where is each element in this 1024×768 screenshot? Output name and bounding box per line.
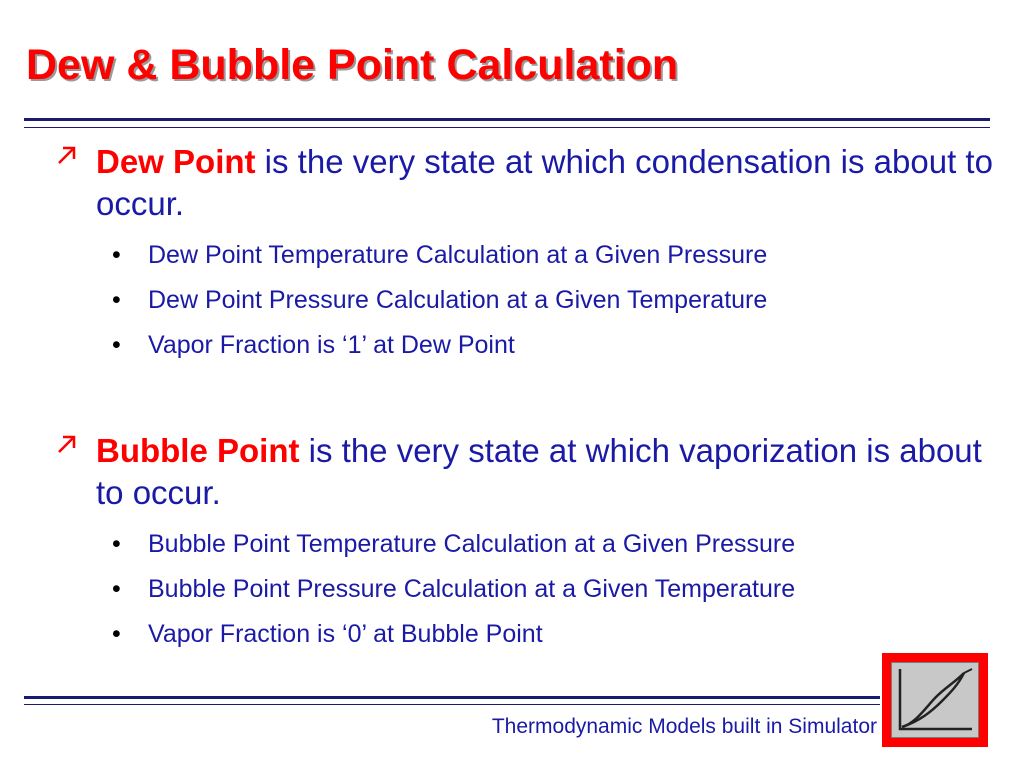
dew-point-definition [0, 141, 1000, 225]
bubble-point-section [0, 430, 1000, 657]
top-rule-thick [24, 118, 990, 121]
bubble-point-list [0, 522, 1000, 657]
bullet-dot-icon: • [112, 530, 121, 558]
bullet-dot-icon: • [112, 620, 121, 648]
page-title: Dew & Bubble Point Calculation [26, 41, 679, 89]
curve-graph-icon [892, 663, 978, 737]
bottom-rule-thin [24, 704, 880, 705]
bullet-dot-icon: • [112, 331, 121, 359]
arrow-up-right-icon [56, 433, 78, 455]
logo-panel [891, 662, 979, 738]
arrow-up-right-icon [56, 144, 78, 166]
list-item: • Dew Point Temperature Calculation at a Given Pressure [0, 233, 1000, 278]
list-item: • Bubble Point Temperature Calculation at a Given Pressure [0, 522, 1000, 567]
bullet-dot-icon: • [112, 241, 121, 269]
list-item: • Dew Point Pressure Calculation at a Given Temperature [0, 278, 1000, 323]
dew-point-section [0, 141, 1000, 368]
phase-curve-logo-icon [882, 653, 988, 747]
dew-point-text: is the very state at which condensation is about to occur. [96, 143, 993, 222]
bullet-dot-icon: • [112, 575, 121, 603]
bottom-rule-thick [24, 696, 880, 699]
dew-point-list [0, 233, 1000, 368]
dew-point-term: Dew Point [96, 143, 256, 180]
footer-text: Thermodynamic Models built in Simulator [491, 715, 877, 738]
top-rule-thin [24, 127, 990, 128]
bubble-point-definition [0, 430, 1000, 514]
bubble-point-text: is the very state at which vaporization is about to occur. [96, 432, 982, 511]
bubble-point-term: Bubble Point [96, 432, 300, 469]
list-item: • Bubble Point Pressure Calculation at a Given Temperature [0, 567, 1000, 612]
bullet-dot-icon: • [112, 286, 121, 314]
list-item: • Vapor Fraction is ‘1’ at Dew Point [0, 323, 1000, 368]
list-item: • Vapor Fraction is ‘0’ at Bubble Point [0, 612, 1000, 657]
